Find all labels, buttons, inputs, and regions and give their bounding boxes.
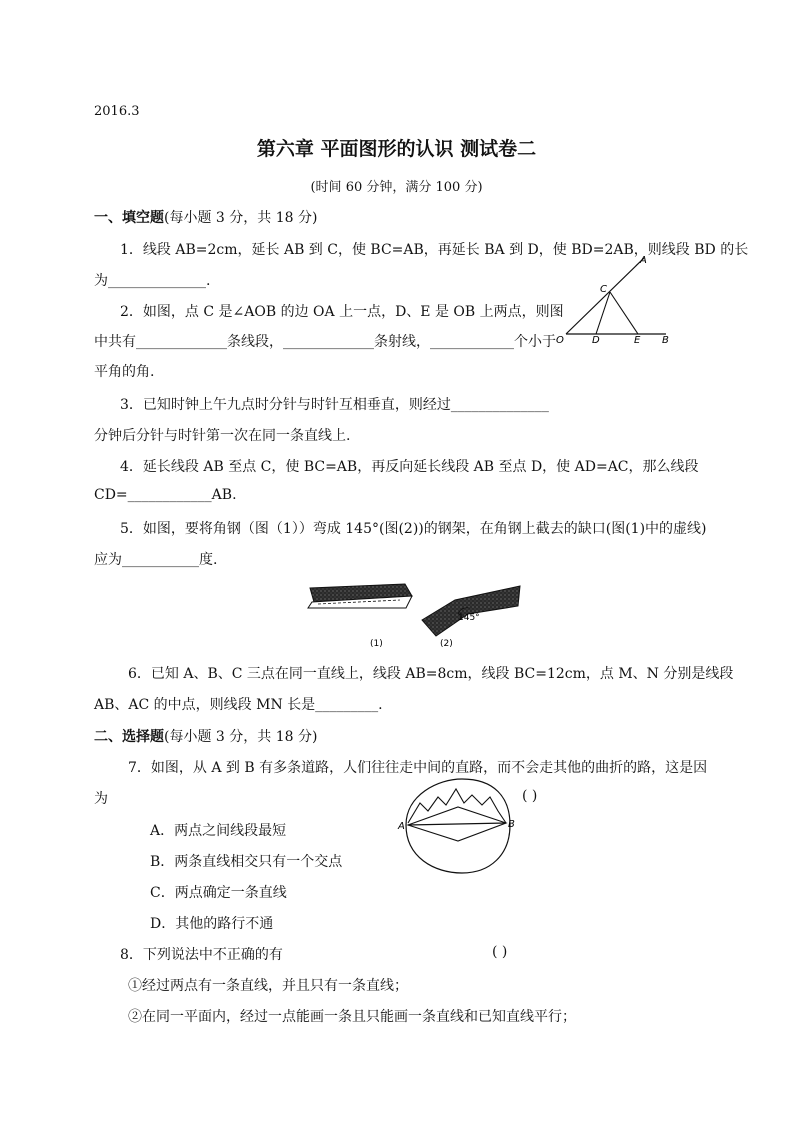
q3-line1: 3．已知时钟上午九点时分针与时针互相垂直，则经过______________ [120,397,549,413]
q4-line2: CD=____________AB. [94,487,237,503]
q1-line2: 为______________. [94,273,211,289]
label-d: D [592,335,600,346]
label-point-a: A [398,821,405,832]
angle-steel-bent [422,586,520,636]
page-title: 第六章 平面图形的认识 测试卷二 [256,138,537,160]
section-1-heading [94,207,317,227]
q8-answer-paren: ( ) [492,944,508,960]
q3-line2: 分钟后分针与时针第一次在同一条直线上. [94,428,351,444]
exam-subtitle: (时间 60 分钟，满分 100 分) [310,180,483,195]
q7-paths-figure [398,775,528,875]
q8-line1: 8．下列说法中不正确的有 [120,947,283,963]
label-b: B [662,335,669,346]
q7-option-a: A．两点之间线段最短 [150,823,287,839]
q2-line1: 2．如图，点 C 是∠AOB 的边 OA 上一点，D、E 是 OB 上两点，则图 [120,304,564,320]
section-2-note: (每小题 3 分，共 18 分) [164,729,318,745]
q8-statement-1: ①经过两点有一条直线，并且只有一条直线； [128,978,408,994]
q6-line2: AB、AC 的中点，则线段 MN 长是_________. [94,697,383,713]
straight-segment-ab [408,823,506,825]
angle-145-label: 145° [458,613,480,623]
q6-line1: 6．已知 A、B、C 三点在同一直线上，线段 AB=8cm，线段 BC=12cm，点 M、N 分别是线段 [128,666,734,682]
section-1-title: 一、填空题 [94,210,164,226]
q4-line1: 4．延长线段 AB 至点 C，使 BC=AB，再反向延长线段 AB 至点 D，使 AD=AC，那么线段 [120,459,699,475]
q5-angle-steel-figure [300,578,530,648]
q8-statement-2: ②在同一平面内，经过一点能画一条且只能画一条直线和已知直线平行； [128,1009,576,1025]
q7-answer-paren: ( ) [522,788,538,804]
q7-option-b: B．两条直线相交只有一个交点 [150,854,343,870]
label-c: C [600,284,607,295]
section-2-title: 二、选择题 [94,729,164,745]
label-e: E [634,335,641,346]
section-1-note: (每小题 3 分，共 18 分) [164,210,318,226]
label-a: A [640,255,647,266]
q7-option-d: D．其他的路行不通 [150,916,274,932]
q7-line2: 为 [94,791,108,807]
q5-line2: 应为___________度. [94,552,218,568]
q2-line2: 中共有_____________条线段，_____________条射线，____________个小于 [94,334,556,350]
label-point-b: B [508,819,515,830]
q2-angle-figure [556,254,676,344]
fig-caption-2: (2) [440,639,453,649]
segment-ce [610,292,638,334]
q7-line1: 7．如图，从 A 到 B 有多条道路，人们往往走中间的直路，而不会走其他的曲折的路，这是因 [128,760,708,776]
q1-line1: 1．线段 AB=2cm，延长 AB 到 C，使 BC=AB，再延长 BA 到 D，使 BD=2AB，则线段 BD 的长 [120,242,749,258]
ray-oa [566,258,644,334]
q2-line3: 平角的角. [94,364,155,380]
fig-caption-1: (1) [370,639,383,649]
label-o: O [556,335,564,346]
q7-option-c: C．两点确定一条直线 [150,885,287,901]
section-2-heading [94,726,317,746]
angle-steel-straight [308,584,412,608]
date: 2016.3 [94,104,140,119]
q5-line1: 5．如图，要将角钢（图（1））弯成 145°(图(2))的钢架，在角钢上截去的缺口(图(1)中的虚线) [120,521,707,537]
